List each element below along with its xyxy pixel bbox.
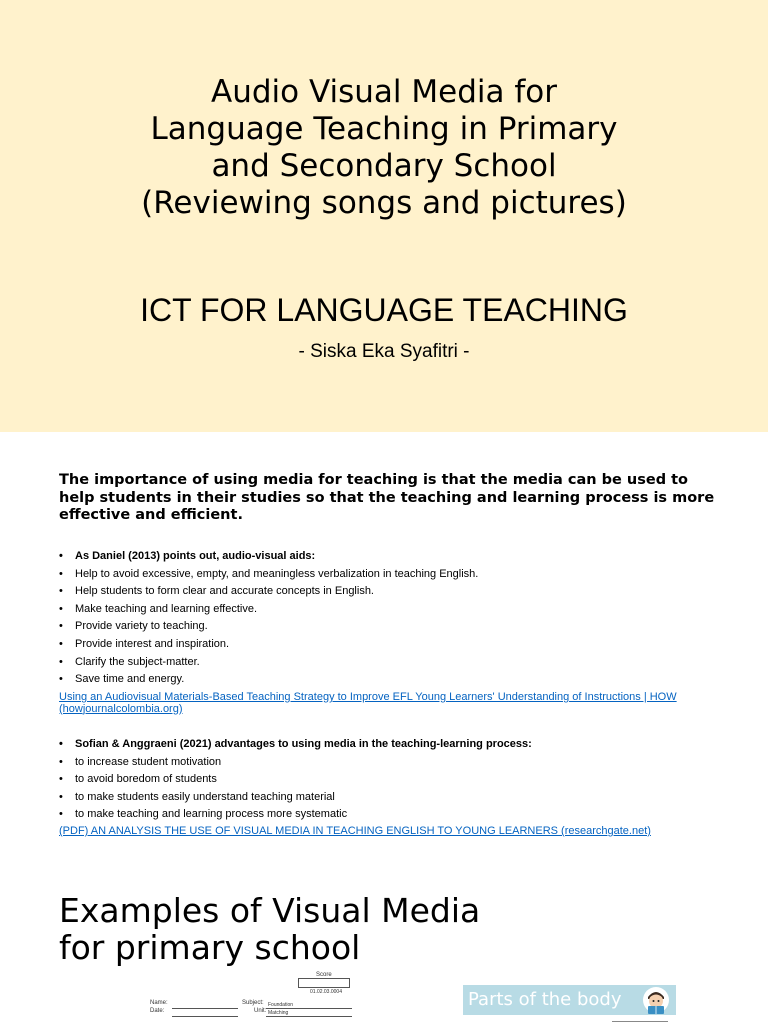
list-item: • to avoid boredom of students	[59, 771, 532, 789]
parts-of-body-title: Parts of the body	[468, 989, 622, 1010]
slide-title	[60, 74, 708, 222]
worksheet-unit-line	[266, 1016, 352, 1017]
worksheet-name-line	[172, 1008, 238, 1009]
worksheet-date-line	[172, 1016, 238, 1017]
title-slide	[0, 0, 768, 432]
title-line-4: (Reviewing songs and pictures)	[141, 185, 627, 221]
daniel-heading: • As Daniel (2013) points out, audio-visual aids:	[59, 548, 478, 566]
sofian-list	[59, 736, 532, 824]
worksheet-subject-value: Foundation	[268, 1002, 294, 1008]
worksheet-name-label: Name:	[150, 1000, 168, 1006]
worksheet-code: 01.02.03.0004	[310, 989, 342, 995]
worksheet-thumbnail	[148, 968, 358, 1024]
worksheet-unit-value: Matching	[268, 1010, 289, 1016]
worksheet-date-label: Date:	[150, 1008, 165, 1014]
list-item: • Make teaching and learning effective.	[59, 601, 478, 619]
examples-title-line-1: Examples of Visual Media	[59, 891, 481, 930]
list-item: • to make teaching and learning process more systematic	[59, 806, 532, 824]
howjournal-link[interactable]: Using an Audiovisual Materials-Based Teaching Strategy to Improve EFL Young Learners' Understanding of Instructions | HOW (howjournalcolombia.org)	[59, 691, 677, 715]
list-item: • Save time and energy.	[59, 671, 478, 689]
researchgate-link[interactable]: (PDF) AN ANALYSIS THE USE OF VISUAL MEDIA IN TEACHING ENGLISH TO YOUNG LEARNERS (researchgate.net)	[59, 825, 651, 837]
worksheet-subject-line	[266, 1008, 352, 1009]
worksheet-unit-label: Unit:	[254, 1008, 267, 1014]
worksheet-score-box	[298, 978, 350, 988]
list-item: • Help to avoid excessive, empty, and meaningless verbalization in teaching English.	[59, 566, 478, 584]
parts-of-body-card	[463, 985, 676, 1015]
list-item: • Help students to form clear and accurate concepts in English.	[59, 583, 478, 601]
slide-author: - Siska Eka Syafitri -	[298, 341, 470, 362]
title-line-1: Audio Visual Media for	[211, 74, 557, 110]
card-divider	[612, 1021, 668, 1022]
daniel-list	[59, 548, 478, 689]
title-line-3: and Secondary School	[211, 148, 557, 184]
worksheet-subject-label: Subject:	[242, 1000, 264, 1006]
list-item: • Provide interest and inspiration.	[59, 636, 478, 654]
list-item: • to increase student motivation	[59, 754, 532, 772]
examples-title-line-2: for primary school	[59, 928, 361, 967]
content-slide	[0, 448, 768, 858]
reading-child-icon	[642, 985, 670, 1015]
worksheet-score-label: Score	[316, 972, 332, 978]
slide-subtitle: ICT FOR LANGUAGE TEACHING	[140, 292, 628, 328]
examples-title	[59, 892, 480, 966]
list-item: • Clarify the subject-matter.	[59, 654, 478, 672]
list-item: • Provide variety to teaching.	[59, 618, 478, 636]
list-item: • to make students easily understand teaching material	[59, 789, 532, 807]
sofian-heading: • Sofian & Anggraeni (2021) advantages to using media in the teaching-learning process:	[59, 736, 532, 754]
intro-paragraph: The importance of using media for teaching is that the media can be used to help students in their studies so that the teaching and learning process is more effective and efficient.	[59, 472, 715, 523]
title-line-2: Language Teaching in Primary	[150, 111, 618, 147]
